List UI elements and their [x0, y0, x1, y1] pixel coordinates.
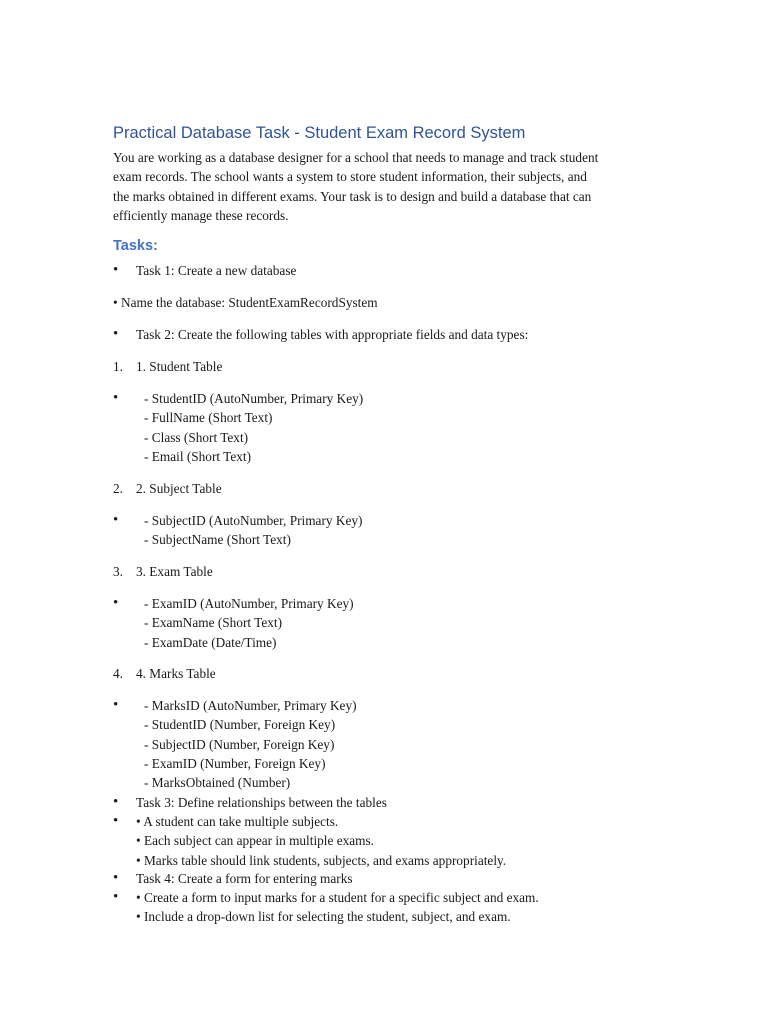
intro-paragraph	[113, 148, 673, 225]
task-1-text: Task 1: Create a new database	[136, 263, 297, 278]
task-4-text: Task 4: Create a form for entering marks	[136, 871, 353, 886]
detail-line: • Create a form to input marks for a student for a specific subject and exam.	[136, 890, 539, 905]
list-number: 4.	[113, 666, 123, 681]
bullet-icon: •	[113, 326, 119, 342]
detail-line: • Marks table should link students, subjects, and exams appropriately.	[136, 852, 507, 868]
field-line: - Email (Short Text)	[144, 448, 252, 464]
field-line: - SubjectName (Short Text)	[144, 532, 291, 548]
table-title: 3. Exam Table	[136, 564, 213, 579]
table-title: 1. Student Table	[136, 359, 223, 374]
bullet-icon: •	[113, 390, 119, 406]
intro-line: You are working as a database designer for a school that needs to manage and track student	[113, 150, 599, 165]
field-line: - SubjectID (Number, Foreign Key)	[144, 736, 335, 752]
field-line: - MarksObtained (Number)	[144, 775, 291, 791]
field-line: - SubjectID (AutoNumber, Primary Key)	[144, 513, 363, 528]
field-line: - Class (Short Text)	[144, 429, 249, 445]
field-list	[144, 389, 363, 466]
detail-list	[136, 812, 506, 870]
detail-line: • Each subject can appear in multiple exams.	[136, 833, 374, 849]
detail-list	[136, 888, 539, 927]
list-number: 3.	[113, 564, 123, 579]
database-name-line: • Name the database: StudentExamRecordSystem	[113, 295, 378, 310]
bullet-icon: •	[113, 262, 119, 278]
intro-line: exam records. The school wants a system to store student information, their subjects, and	[113, 169, 587, 185]
field-list	[144, 696, 357, 792]
bullet-icon: •	[113, 697, 119, 713]
list-number: 2.	[113, 481, 123, 496]
document-title: Practical Database Task - Student Exam Record System	[113, 124, 526, 142]
detail-line: • Include a drop-down list for selecting the student, subject, and exam.	[136, 909, 511, 925]
table-title: 2. Subject Table	[136, 481, 222, 496]
field-line: - FullName (Short Text)	[144, 410, 273, 426]
task-3-text: Task 3: Define relationships between the tables	[136, 795, 387, 810]
bullet-icon: •	[113, 870, 119, 886]
detail-line: • A student can take multiple subjects.	[136, 814, 339, 829]
field-line: - StudentID (AutoNumber, Primary Key)	[144, 391, 364, 406]
bullet-icon: •	[113, 889, 119, 905]
intro-line: efficiently manage these records.	[113, 207, 289, 223]
tasks-heading: Tasks:	[113, 238, 158, 254]
list-number: 1.	[113, 359, 123, 374]
field-line: - ExamName (Short Text)	[144, 615, 283, 631]
table-title: 4. Marks Table	[136, 666, 216, 681]
field-line: - StudentID (Number, Foreign Key)	[144, 717, 336, 733]
field-line: - ExamID (AutoNumber, Primary Key)	[144, 596, 354, 611]
task-2-text: Task 2: Create the following tables with appropriate fields and data types:	[136, 327, 529, 342]
bullet-icon: •	[113, 794, 119, 810]
bullet-icon: •	[113, 813, 119, 829]
field-line: - ExamDate (Date/Time)	[144, 634, 277, 650]
field-list	[144, 594, 354, 652]
field-list	[144, 511, 362, 550]
bullet-icon: •	[113, 595, 119, 611]
field-line: - MarksID (AutoNumber, Primary Key)	[144, 698, 357, 713]
bullet-icon: •	[113, 512, 119, 528]
intro-line: the marks obtained in different exams. Your task is to design and build a database that can	[113, 188, 592, 204]
field-line: - ExamID (Number, Foreign Key)	[144, 755, 326, 771]
